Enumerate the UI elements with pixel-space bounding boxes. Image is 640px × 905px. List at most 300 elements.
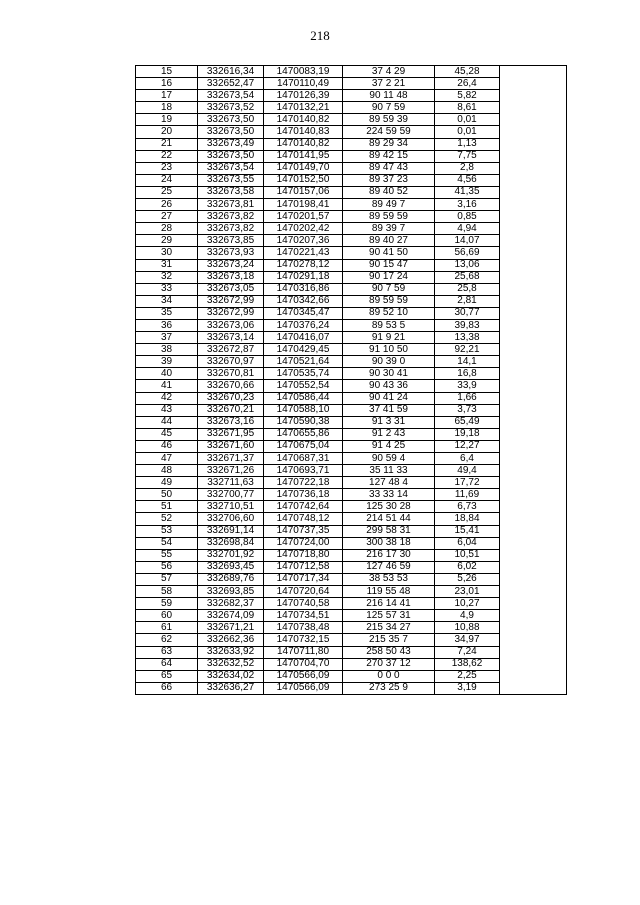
empty-cell bbox=[500, 356, 567, 368]
distance-cell: 25,68 bbox=[435, 271, 500, 283]
distance-cell: 3,19 bbox=[435, 682, 500, 694]
empty-cell bbox=[500, 682, 567, 694]
point-number-cell: 62 bbox=[136, 634, 198, 646]
x-coordinate-cell: 332673,49 bbox=[198, 138, 264, 150]
table-row bbox=[136, 477, 567, 489]
x-coordinate-cell: 332673,50 bbox=[198, 114, 264, 126]
x-coordinate-cell: 332673,06 bbox=[198, 319, 264, 331]
y-coordinate-cell: 1470732,15 bbox=[264, 634, 343, 646]
direction-angle-cell: 89 40 27 bbox=[343, 235, 435, 247]
distance-cell: 2,81 bbox=[435, 295, 500, 307]
point-number-cell: 63 bbox=[136, 646, 198, 658]
y-coordinate-cell: 1470221,43 bbox=[264, 247, 343, 259]
distance-cell: 6,04 bbox=[435, 537, 500, 549]
empty-cell bbox=[500, 150, 567, 162]
y-coordinate-cell: 1470711,80 bbox=[264, 646, 343, 658]
y-coordinate-cell: 1470521,64 bbox=[264, 356, 343, 368]
x-coordinate-cell: 332670,97 bbox=[198, 356, 264, 368]
empty-cell bbox=[500, 114, 567, 126]
point-number-cell: 36 bbox=[136, 319, 198, 331]
x-coordinate-cell: 332673,58 bbox=[198, 186, 264, 198]
y-coordinate-cell: 1470742,64 bbox=[264, 501, 343, 513]
x-coordinate-cell: 332673,50 bbox=[198, 126, 264, 138]
y-coordinate-cell: 1470126,39 bbox=[264, 90, 343, 102]
empty-cell bbox=[500, 186, 567, 198]
table-row bbox=[136, 428, 567, 440]
distance-cell: 1,13 bbox=[435, 138, 500, 150]
point-number-cell: 23 bbox=[136, 162, 198, 174]
point-number-cell: 16 bbox=[136, 78, 198, 90]
coordinates-table-container bbox=[135, 65, 567, 695]
empty-cell bbox=[500, 368, 567, 380]
distance-cell: 6,02 bbox=[435, 561, 500, 573]
empty-cell bbox=[500, 126, 567, 138]
point-number-cell: 44 bbox=[136, 416, 198, 428]
point-number-cell: 27 bbox=[136, 211, 198, 223]
y-coordinate-cell: 1470704,70 bbox=[264, 658, 343, 670]
table-row bbox=[136, 138, 567, 150]
table-row bbox=[136, 622, 567, 634]
empty-cell bbox=[500, 344, 567, 356]
table-row bbox=[136, 295, 567, 307]
table-row bbox=[136, 561, 567, 573]
distance-cell: 65,49 bbox=[435, 416, 500, 428]
direction-angle-cell: 127 46 59 bbox=[343, 561, 435, 573]
y-coordinate-cell: 1470110,49 bbox=[264, 78, 343, 90]
point-number-cell: 19 bbox=[136, 114, 198, 126]
y-coordinate-cell: 1470737,35 bbox=[264, 525, 343, 537]
y-coordinate-cell: 1470141,95 bbox=[264, 150, 343, 162]
direction-angle-cell: 270 37 12 bbox=[343, 658, 435, 670]
table-row bbox=[136, 344, 567, 356]
table-row bbox=[136, 332, 567, 344]
point-number-cell: 57 bbox=[136, 573, 198, 585]
empty-cell bbox=[500, 634, 567, 646]
direction-angle-cell: 33 33 14 bbox=[343, 489, 435, 501]
point-number-cell: 33 bbox=[136, 283, 198, 295]
direction-angle-cell: 90 7 59 bbox=[343, 102, 435, 114]
table-row bbox=[136, 573, 567, 585]
empty-cell bbox=[500, 622, 567, 634]
point-number-cell: 48 bbox=[136, 465, 198, 477]
distance-cell: 11,69 bbox=[435, 489, 500, 501]
coordinates-table bbox=[135, 65, 567, 695]
point-number-cell: 45 bbox=[136, 428, 198, 440]
distance-cell: 92,21 bbox=[435, 344, 500, 356]
table-row bbox=[136, 223, 567, 235]
x-coordinate-cell: 332673,52 bbox=[198, 102, 264, 114]
distance-cell: 13,06 bbox=[435, 259, 500, 271]
x-coordinate-cell: 332701,92 bbox=[198, 549, 264, 561]
point-number-cell: 49 bbox=[136, 477, 198, 489]
empty-cell bbox=[500, 259, 567, 271]
direction-angle-cell: 89 52 10 bbox=[343, 307, 435, 319]
x-coordinate-cell: 332673,16 bbox=[198, 416, 264, 428]
distance-cell: 34,97 bbox=[435, 634, 500, 646]
table-row bbox=[136, 90, 567, 102]
y-coordinate-cell: 1470724,00 bbox=[264, 537, 343, 549]
empty-cell bbox=[500, 211, 567, 223]
empty-cell bbox=[500, 465, 567, 477]
empty-cell bbox=[500, 658, 567, 670]
distance-cell: 25,8 bbox=[435, 283, 500, 295]
point-number-cell: 37 bbox=[136, 332, 198, 344]
empty-cell bbox=[500, 380, 567, 392]
empty-cell bbox=[500, 428, 567, 440]
distance-cell: 45,28 bbox=[435, 66, 500, 78]
point-number-cell: 25 bbox=[136, 186, 198, 198]
table-row bbox=[136, 199, 567, 211]
distance-cell: 2,8 bbox=[435, 162, 500, 174]
table-row bbox=[136, 319, 567, 331]
table-row bbox=[136, 307, 567, 319]
x-coordinate-cell: 332633,92 bbox=[198, 646, 264, 658]
y-coordinate-cell: 1470740,58 bbox=[264, 598, 343, 610]
table-row bbox=[136, 150, 567, 162]
table-row bbox=[136, 658, 567, 670]
distance-cell: 4,56 bbox=[435, 174, 500, 186]
y-coordinate-cell: 1470566,09 bbox=[264, 670, 343, 682]
empty-cell bbox=[500, 573, 567, 585]
point-number-cell: 35 bbox=[136, 307, 198, 319]
x-coordinate-cell: 332700,77 bbox=[198, 489, 264, 501]
table-row bbox=[136, 537, 567, 549]
direction-angle-cell: 89 49 7 bbox=[343, 199, 435, 211]
x-coordinate-cell: 332673,82 bbox=[198, 223, 264, 235]
empty-cell bbox=[500, 392, 567, 404]
x-coordinate-cell: 332698,84 bbox=[198, 537, 264, 549]
y-coordinate-cell: 1470693,71 bbox=[264, 465, 343, 477]
table-row bbox=[136, 610, 567, 622]
direction-angle-cell: 125 57 31 bbox=[343, 610, 435, 622]
point-number-cell: 17 bbox=[136, 90, 198, 102]
empty-cell bbox=[500, 610, 567, 622]
direction-angle-cell: 89 37 23 bbox=[343, 174, 435, 186]
table-row bbox=[136, 513, 567, 525]
x-coordinate-cell: 332672,87 bbox=[198, 344, 264, 356]
direction-angle-cell: 90 15 47 bbox=[343, 259, 435, 271]
y-coordinate-cell: 1470566,09 bbox=[264, 682, 343, 694]
direction-angle-cell: 300 38 18 bbox=[343, 537, 435, 549]
distance-cell: 5,26 bbox=[435, 573, 500, 585]
y-coordinate-cell: 1470345,47 bbox=[264, 307, 343, 319]
x-coordinate-cell: 332673,24 bbox=[198, 259, 264, 271]
point-number-cell: 53 bbox=[136, 525, 198, 537]
distance-cell: 17,72 bbox=[435, 477, 500, 489]
x-coordinate-cell: 332682,37 bbox=[198, 598, 264, 610]
x-coordinate-cell: 332673,81 bbox=[198, 199, 264, 211]
direction-angle-cell: 90 41 50 bbox=[343, 247, 435, 259]
distance-cell: 33,9 bbox=[435, 380, 500, 392]
y-coordinate-cell: 1470720,64 bbox=[264, 586, 343, 598]
x-coordinate-cell: 332710,51 bbox=[198, 501, 264, 513]
empty-cell bbox=[500, 319, 567, 331]
point-number-cell: 24 bbox=[136, 174, 198, 186]
empty-cell bbox=[500, 332, 567, 344]
distance-cell: 18,84 bbox=[435, 513, 500, 525]
empty-cell bbox=[500, 295, 567, 307]
table-row bbox=[136, 380, 567, 392]
direction-angle-cell: 91 4 25 bbox=[343, 440, 435, 452]
distance-cell: 5,82 bbox=[435, 90, 500, 102]
table-row bbox=[136, 126, 567, 138]
distance-cell: 14,07 bbox=[435, 235, 500, 247]
distance-cell: 49,4 bbox=[435, 465, 500, 477]
direction-angle-cell: 89 59 59 bbox=[343, 295, 435, 307]
distance-cell: 7,24 bbox=[435, 646, 500, 658]
empty-cell bbox=[500, 513, 567, 525]
table-row bbox=[136, 162, 567, 174]
y-coordinate-cell: 1470655,86 bbox=[264, 428, 343, 440]
table-row bbox=[136, 235, 567, 247]
x-coordinate-cell: 332689,76 bbox=[198, 573, 264, 585]
x-coordinate-cell: 332674,09 bbox=[198, 610, 264, 622]
direction-angle-cell: 91 3 31 bbox=[343, 416, 435, 428]
distance-cell: 14,1 bbox=[435, 356, 500, 368]
table-row bbox=[136, 392, 567, 404]
direction-angle-cell: 215 34 27 bbox=[343, 622, 435, 634]
x-coordinate-cell: 332670,81 bbox=[198, 368, 264, 380]
empty-cell bbox=[500, 525, 567, 537]
empty-cell bbox=[500, 453, 567, 465]
point-number-cell: 30 bbox=[136, 247, 198, 259]
y-coordinate-cell: 1470278,12 bbox=[264, 259, 343, 271]
point-number-cell: 64 bbox=[136, 658, 198, 670]
distance-cell: 6,73 bbox=[435, 501, 500, 513]
point-number-cell: 47 bbox=[136, 453, 198, 465]
table-row bbox=[136, 368, 567, 380]
y-coordinate-cell: 1470152,50 bbox=[264, 174, 343, 186]
table-row bbox=[136, 259, 567, 271]
x-coordinate-cell: 332673,54 bbox=[198, 162, 264, 174]
y-coordinate-cell: 1470675,04 bbox=[264, 440, 343, 452]
empty-cell bbox=[500, 271, 567, 283]
direction-angle-cell: 90 17 24 bbox=[343, 271, 435, 283]
x-coordinate-cell: 332636,27 bbox=[198, 682, 264, 694]
y-coordinate-cell: 1470429,45 bbox=[264, 344, 343, 356]
table-row bbox=[136, 186, 567, 198]
point-number-cell: 38 bbox=[136, 344, 198, 356]
table-row bbox=[136, 549, 567, 561]
distance-cell: 3,73 bbox=[435, 404, 500, 416]
x-coordinate-cell: 332691,14 bbox=[198, 525, 264, 537]
table-row bbox=[136, 634, 567, 646]
direction-angle-cell: 89 39 7 bbox=[343, 223, 435, 235]
direction-angle-cell: 89 40 52 bbox=[343, 186, 435, 198]
empty-cell bbox=[500, 670, 567, 682]
direction-angle-cell: 119 55 48 bbox=[343, 586, 435, 598]
empty-cell bbox=[500, 235, 567, 247]
point-number-cell: 32 bbox=[136, 271, 198, 283]
direction-angle-cell: 299 58 31 bbox=[343, 525, 435, 537]
direction-angle-cell: 90 43 36 bbox=[343, 380, 435, 392]
empty-cell bbox=[500, 162, 567, 174]
empty-cell bbox=[500, 598, 567, 610]
y-coordinate-cell: 1470140,83 bbox=[264, 126, 343, 138]
distance-cell: 13,38 bbox=[435, 332, 500, 344]
x-coordinate-cell: 332634,02 bbox=[198, 670, 264, 682]
distance-cell: 1,66 bbox=[435, 392, 500, 404]
distance-cell: 6,4 bbox=[435, 453, 500, 465]
x-coordinate-cell: 332673,55 bbox=[198, 174, 264, 186]
table-row bbox=[136, 646, 567, 658]
table-row bbox=[136, 682, 567, 694]
table-row bbox=[136, 283, 567, 295]
empty-cell bbox=[500, 646, 567, 658]
direction-angle-cell: 89 42 15 bbox=[343, 150, 435, 162]
distance-cell: 0,01 bbox=[435, 114, 500, 126]
empty-cell bbox=[500, 138, 567, 150]
point-number-cell: 58 bbox=[136, 586, 198, 598]
empty-cell bbox=[500, 501, 567, 513]
distance-cell: 30,77 bbox=[435, 307, 500, 319]
empty-cell bbox=[500, 199, 567, 211]
x-coordinate-cell: 332706,60 bbox=[198, 513, 264, 525]
point-number-cell: 42 bbox=[136, 392, 198, 404]
empty-cell bbox=[500, 489, 567, 501]
distance-cell: 16,8 bbox=[435, 368, 500, 380]
y-coordinate-cell: 1470376,24 bbox=[264, 319, 343, 331]
table-row bbox=[136, 78, 567, 90]
distance-cell: 2,25 bbox=[435, 670, 500, 682]
y-coordinate-cell: 1470083,19 bbox=[264, 66, 343, 78]
empty-cell bbox=[500, 66, 567, 78]
direction-angle-cell: 0 0 0 bbox=[343, 670, 435, 682]
y-coordinate-cell: 1470738,48 bbox=[264, 622, 343, 634]
x-coordinate-cell: 332673,93 bbox=[198, 247, 264, 259]
direction-angle-cell: 90 30 41 bbox=[343, 368, 435, 380]
direction-angle-cell: 216 14 41 bbox=[343, 598, 435, 610]
y-coordinate-cell: 1470535,74 bbox=[264, 368, 343, 380]
empty-cell bbox=[500, 307, 567, 319]
y-coordinate-cell: 1470342,66 bbox=[264, 295, 343, 307]
empty-cell bbox=[500, 440, 567, 452]
y-coordinate-cell: 1470748,12 bbox=[264, 513, 343, 525]
point-number-cell: 60 bbox=[136, 610, 198, 622]
table-row bbox=[136, 489, 567, 501]
direction-angle-cell: 90 7 59 bbox=[343, 283, 435, 295]
direction-angle-cell: 37 41 59 bbox=[343, 404, 435, 416]
empty-cell bbox=[500, 404, 567, 416]
direction-angle-cell: 89 53 5 bbox=[343, 319, 435, 331]
table-row bbox=[136, 501, 567, 513]
y-coordinate-cell: 1470416,07 bbox=[264, 332, 343, 344]
point-number-cell: 29 bbox=[136, 235, 198, 247]
point-number-cell: 65 bbox=[136, 670, 198, 682]
y-coordinate-cell: 1470734,51 bbox=[264, 610, 343, 622]
x-coordinate-cell: 332671,21 bbox=[198, 622, 264, 634]
x-coordinate-cell: 332672,99 bbox=[198, 307, 264, 319]
distance-cell: 15,41 bbox=[435, 525, 500, 537]
direction-angle-cell: 89 47 43 bbox=[343, 162, 435, 174]
empty-cell bbox=[500, 416, 567, 428]
direction-angle-cell: 90 39 0 bbox=[343, 356, 435, 368]
empty-cell bbox=[500, 90, 567, 102]
y-coordinate-cell: 1470586,44 bbox=[264, 392, 343, 404]
distance-cell: 10,88 bbox=[435, 622, 500, 634]
x-coordinate-cell: 332670,66 bbox=[198, 380, 264, 392]
direction-angle-cell: 38 53 53 bbox=[343, 573, 435, 585]
empty-cell bbox=[500, 477, 567, 489]
y-coordinate-cell: 1470140,82 bbox=[264, 138, 343, 150]
distance-cell: 7,75 bbox=[435, 150, 500, 162]
distance-cell: 4,9 bbox=[435, 610, 500, 622]
table-row bbox=[136, 66, 567, 78]
x-coordinate-cell: 332670,21 bbox=[198, 404, 264, 416]
point-number-cell: 34 bbox=[136, 295, 198, 307]
point-number-cell: 20 bbox=[136, 126, 198, 138]
point-number-cell: 43 bbox=[136, 404, 198, 416]
y-coordinate-cell: 1470201,57 bbox=[264, 211, 343, 223]
direction-angle-cell: 215 35 7 bbox=[343, 634, 435, 646]
distance-cell: 3,16 bbox=[435, 199, 500, 211]
distance-cell: 12,27 bbox=[435, 440, 500, 452]
point-number-cell: 56 bbox=[136, 561, 198, 573]
table-row bbox=[136, 440, 567, 452]
table-row bbox=[136, 404, 567, 416]
table-row bbox=[136, 356, 567, 368]
distance-cell: 4,94 bbox=[435, 223, 500, 235]
direction-angle-cell: 91 10 50 bbox=[343, 344, 435, 356]
point-number-cell: 61 bbox=[136, 622, 198, 634]
x-coordinate-cell: 332673,54 bbox=[198, 90, 264, 102]
direction-angle-cell: 91 9 21 bbox=[343, 332, 435, 344]
distance-cell: 10,51 bbox=[435, 549, 500, 561]
empty-cell bbox=[500, 223, 567, 235]
distance-cell: 10,27 bbox=[435, 598, 500, 610]
y-coordinate-cell: 1470140,82 bbox=[264, 114, 343, 126]
distance-cell: 23,01 bbox=[435, 586, 500, 598]
x-coordinate-cell: 332652,47 bbox=[198, 78, 264, 90]
empty-cell bbox=[500, 102, 567, 114]
x-coordinate-cell: 332673,18 bbox=[198, 271, 264, 283]
x-coordinate-cell: 332673,85 bbox=[198, 235, 264, 247]
y-coordinate-cell: 1470149,70 bbox=[264, 162, 343, 174]
point-number-cell: 51 bbox=[136, 501, 198, 513]
empty-cell bbox=[500, 561, 567, 573]
x-coordinate-cell: 332632,52 bbox=[198, 658, 264, 670]
direction-angle-cell: 90 11 48 bbox=[343, 90, 435, 102]
table-body bbox=[136, 66, 567, 695]
table-row bbox=[136, 416, 567, 428]
y-coordinate-cell: 1470552,54 bbox=[264, 380, 343, 392]
direction-angle-cell: 91 2 43 bbox=[343, 428, 435, 440]
distance-cell: 8,61 bbox=[435, 102, 500, 114]
table-row bbox=[136, 271, 567, 283]
table-row bbox=[136, 453, 567, 465]
y-coordinate-cell: 1470717,34 bbox=[264, 573, 343, 585]
empty-cell bbox=[500, 549, 567, 561]
y-coordinate-cell: 1470202,42 bbox=[264, 223, 343, 235]
point-number-cell: 31 bbox=[136, 259, 198, 271]
empty-cell bbox=[500, 78, 567, 90]
table-row bbox=[136, 174, 567, 186]
distance-cell: 56,69 bbox=[435, 247, 500, 259]
table-row bbox=[136, 211, 567, 223]
x-coordinate-cell: 332671,60 bbox=[198, 440, 264, 452]
table-row bbox=[136, 247, 567, 259]
empty-cell bbox=[500, 283, 567, 295]
point-number-cell: 41 bbox=[136, 380, 198, 392]
empty-cell bbox=[500, 537, 567, 549]
empty-cell bbox=[500, 586, 567, 598]
table-row bbox=[136, 598, 567, 610]
point-number-cell: 55 bbox=[136, 549, 198, 561]
point-number-cell: 46 bbox=[136, 440, 198, 452]
table-row bbox=[136, 465, 567, 477]
table-row bbox=[136, 102, 567, 114]
point-number-cell: 22 bbox=[136, 150, 198, 162]
